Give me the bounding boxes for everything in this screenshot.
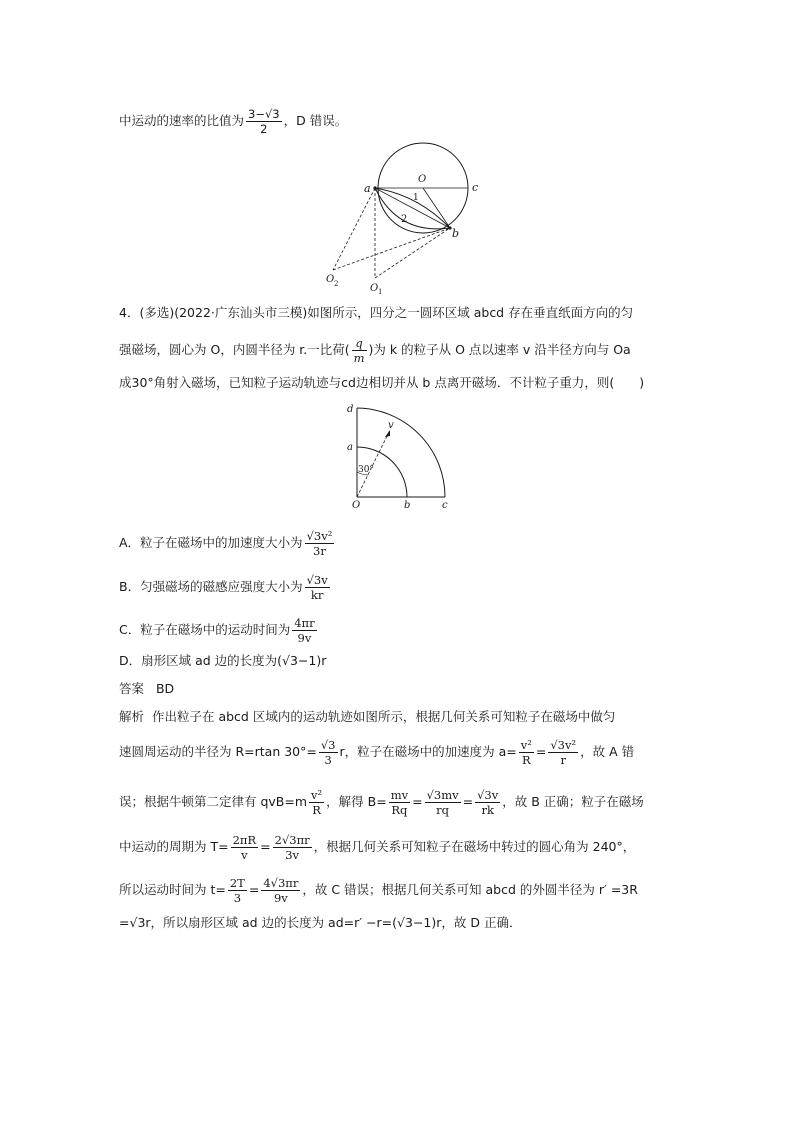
prev-prefix: 中运动的速率的比值为	[119, 113, 245, 128]
analysis-2a: 速圆周运动的半径为 R=rtan 30°=	[119, 744, 317, 759]
analysis-3b: ，解得 B=	[326, 794, 387, 809]
question-text-1: (多选)(2022·广东汕头市三模)如图所示，四分之一圆环区域 abcd 存在垂直纸面方向的匀	[139, 305, 634, 320]
analysis-5a: 所以运动时间为 t=	[119, 882, 226, 897]
fig1-label-1: 1	[413, 193, 419, 203]
option-b-num: √3v	[306, 573, 328, 587]
analysis-3-f2n: mv	[390, 788, 409, 802]
analysis-2d: ，故 A 错	[580, 744, 635, 759]
fig2-label-O: O	[352, 500, 361, 511]
option-c-text: C．粒子在磁场中的运动时间为	[119, 622, 291, 637]
fig1-label-b: b	[452, 227, 460, 240]
fig2-label-d: d	[347, 404, 354, 415]
analysis-text-1: 作出粒子在 abcd 区域内的运动轨迹如图所示，根据几何关系可知粒子在磁场中做匀	[151, 709, 616, 724]
fig2-velocity-line	[357, 430, 390, 497]
prev-suffix: ，D 错误。	[283, 113, 348, 128]
fig1-label-O1-sub: 1	[378, 288, 383, 295]
fig1-point-a	[373, 186, 376, 189]
option-a-text: A．粒子在磁场中的加速度大小为	[119, 535, 303, 550]
analysis-4-f1d: v	[241, 848, 248, 862]
question-line-2	[119, 336, 631, 365]
analysis-5-frac2	[261, 876, 300, 905]
analysis-3-f3n: √3mv	[426, 788, 459, 802]
analysis-3-f4d: rk	[481, 803, 494, 817]
analysis-label: 解析	[119, 709, 145, 724]
analysis-line-4	[119, 833, 635, 862]
analysis-4-frac2	[273, 833, 312, 862]
analysis-3e: ，故 B 正确；粒子在磁场	[502, 794, 644, 809]
analysis-4-f1n: 2πR	[232, 833, 257, 847]
fig2-velocity-arrow	[385, 430, 390, 437]
analysis-text-6: =√3r，所以扇形区域 ad 边的长度为 ad=r′ −r=(√3−1)r，故 D 正确．	[119, 915, 522, 930]
analysis-3-frac1	[309, 788, 324, 817]
option-b	[119, 573, 332, 602]
option-c	[119, 616, 319, 645]
analysis-2-f2d: R	[521, 753, 531, 767]
analysis-4-f2d: 3v	[285, 848, 300, 862]
analysis-2-f3n: √3v²	[550, 738, 577, 752]
fig2-label-angle: 30°	[358, 465, 374, 475]
fig1-label-O2: O	[326, 274, 335, 285]
analysis-2c: =	[535, 744, 547, 759]
option-a-num: √3v²	[306, 529, 333, 543]
question-text-3: 成30°角射入磁场，已知粒子运动轨迹与cd边相切并从 b 点离开磁场．不计粒子重力，则( )	[119, 375, 645, 390]
answer-line	[119, 680, 174, 698]
analysis-line-6	[119, 914, 521, 932]
fig2-label-v: v	[388, 420, 394, 431]
analysis-line-3	[119, 788, 644, 817]
analysis-4-frac1	[231, 833, 259, 862]
analysis-2-f3d: r	[560, 753, 566, 767]
analysis-5-frac1	[228, 876, 247, 905]
option-c-fraction	[292, 616, 316, 645]
analysis-5-f1n: 2T	[229, 876, 245, 890]
analysis-3-frac3	[425, 788, 461, 817]
fig1-line-O2b	[333, 228, 450, 270]
fig2-label-c: c	[442, 500, 448, 511]
fig2-label-b: b	[404, 500, 411, 511]
analysis-5-f1d: 3	[233, 891, 242, 905]
prev-frac-den: 2	[260, 122, 268, 136]
analysis-4a: 中运动的周期为 T=	[119, 839, 229, 854]
fig2-label-a: a	[347, 442, 353, 453]
frac-q: q	[352, 336, 367, 351]
fig1-label-2: 2	[401, 214, 408, 225]
fig1-label-c: c	[472, 181, 479, 194]
fig1-label-a: a	[364, 182, 371, 195]
option-b-text: B．匀强磁场的磁感应强度大小为	[119, 579, 303, 594]
analysis-3a: 误；根据牛顿第二定律有 qvB=m	[119, 794, 308, 809]
analysis-line-5	[119, 876, 638, 905]
analysis-2-f1d: 3	[324, 753, 332, 767]
question-text-2a: 强磁场，圆心为 O，内圆半径为 r.一比荷(	[119, 342, 350, 357]
option-c-den: 9v	[297, 631, 312, 645]
analysis-2-frac1	[319, 738, 338, 767]
fig1-label-O: O	[418, 174, 427, 185]
analysis-5c: ，故 C 错误；根据几何关系可知 abcd 的外圆半径为 r′ =3R	[302, 882, 638, 897]
analysis-2-frac3	[548, 738, 578, 767]
answer-label: 答案	[119, 681, 145, 696]
analysis-3-f1d: R	[312, 803, 321, 817]
figure-circle-trajectory	[318, 140, 508, 295]
analysis-5b: =	[248, 882, 260, 897]
analysis-3-frac4	[475, 788, 500, 817]
fig1-line-aO2	[333, 188, 375, 270]
fig1-label-O1: O	[370, 283, 379, 294]
charge-ratio-fraction	[352, 336, 367, 365]
analysis-2-f2n: v²	[520, 738, 532, 752]
fig2-outer-arc	[357, 408, 445, 497]
analysis-2-frac2	[519, 738, 534, 767]
analysis-3-frac2	[389, 788, 410, 817]
answer-value: BD	[155, 681, 175, 696]
analysis-3-f3d: rq	[436, 803, 450, 817]
analysis-line-2	[119, 738, 634, 767]
option-b-den: kr	[310, 588, 324, 602]
fig1-label-O2-sub: 2	[334, 280, 339, 288]
analysis-2b: r，粒子在磁场中的加速度为 a=	[339, 744, 517, 759]
prev-frac-num: 3−√3	[248, 107, 280, 121]
frac-m: m	[353, 351, 365, 365]
analysis-3-f2d: Rq	[391, 803, 408, 817]
question-text-2b: )为 k 的粒子从 O 点以速率 v 沿半径方向与 Oa	[368, 342, 631, 357]
option-c-num: 4πr	[294, 616, 315, 630]
analysis-5-f2d: 9v	[273, 891, 288, 905]
prev-answer-line	[119, 107, 347, 136]
question-line-3	[119, 374, 644, 392]
analysis-4b: =	[260, 839, 271, 854]
analysis-3-f1n: v²	[311, 788, 323, 802]
option-b-fraction	[305, 573, 330, 602]
analysis-4-f2n: 2√3πr	[274, 833, 310, 847]
figure-quarter-ring	[340, 400, 460, 515]
analysis-3-f4n: √3v	[477, 788, 499, 802]
analysis-5-f2n: 4√3πr	[263, 876, 299, 890]
analysis-4c: ，根据几何关系可知粒子在磁场中转过的圆心角为 240°，	[313, 839, 636, 854]
option-a-fraction	[305, 529, 335, 558]
option-d-text: D．扇形区域 ad 边的长度为(√3−1)r	[119, 653, 327, 668]
option-a	[119, 529, 336, 558]
option-a-den: 3r	[313, 544, 326, 558]
question-number: 4．	[119, 305, 140, 320]
prev-fraction	[246, 107, 282, 136]
analysis-3c: =	[412, 794, 423, 809]
option-d	[119, 652, 326, 670]
fig1-line-Ob	[423, 188, 450, 228]
analysis-2-f1n: √3	[320, 738, 336, 752]
question-line-1	[119, 304, 633, 322]
fig1-line-O1b	[375, 228, 450, 278]
analysis-3d: =	[462, 794, 474, 809]
analysis-line-1	[119, 708, 615, 726]
